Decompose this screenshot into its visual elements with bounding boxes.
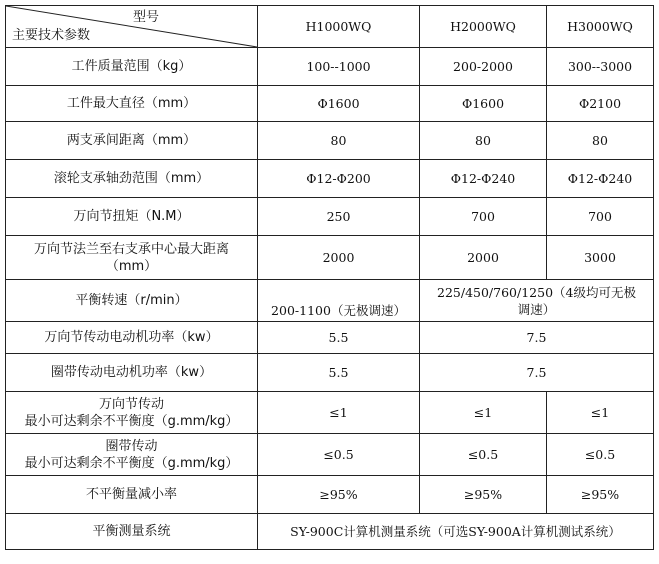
- row-ujoint-power: [6, 322, 654, 354]
- row-torque: [6, 198, 654, 236]
- cell-value-merged: 7.5: [420, 354, 654, 392]
- cell-value: Φ12-Φ240: [420, 160, 547, 198]
- cell-value: 200-2000: [420, 48, 547, 86]
- row-label: 平衡转速（r/min）: [6, 280, 258, 322]
- row-mass: [6, 48, 654, 86]
- row-support-distance: [6, 122, 654, 160]
- row-label: [6, 392, 258, 434]
- cell-value: ≥95%: [420, 476, 547, 514]
- cell-value: 2000: [420, 236, 547, 280]
- model-h2000wq: H2000WQ: [420, 6, 547, 48]
- row-label: [6, 434, 258, 476]
- row-label: 两支承间距离（mm）: [6, 122, 258, 160]
- row-reduction: [6, 476, 654, 514]
- cell-value: 700: [547, 198, 654, 236]
- cell-value: ≤1: [258, 392, 420, 434]
- cell-value: 2000: [258, 236, 420, 280]
- cell-value: 80: [258, 122, 420, 160]
- row-label-line2: 最小可达剩余不平衡度（g.mm/kg）: [24, 455, 239, 471]
- spec-table: [5, 5, 654, 550]
- corner-model-label: 型号: [132, 10, 159, 25]
- row-label-line1: 万向节法兰至右支承中心最大距离: [33, 241, 229, 257]
- row-label: 工件最大直径（mm）: [6, 86, 258, 122]
- cell-value: 100--1000: [258, 48, 420, 86]
- cell-value: 80: [547, 122, 654, 160]
- cell-value: 5.5: [258, 354, 420, 392]
- cell-value: ≤0.5: [258, 434, 420, 476]
- cell-value: 300--3000: [547, 48, 654, 86]
- model-h1000wq: H1000WQ: [258, 6, 420, 48]
- row-label: 万向节传动电动机功率（kw）: [6, 322, 258, 354]
- cell-value-line1: 225/450/760/1250（4级均可无极: [437, 284, 636, 300]
- row-belt-unbalance: [6, 434, 654, 476]
- row-diameter: [6, 86, 654, 122]
- model-h3000wq: H3000WQ: [547, 6, 654, 48]
- row-speed: [6, 280, 654, 322]
- cell-value: ≤1: [547, 392, 654, 434]
- cell-value: 700: [420, 198, 547, 236]
- cell-value: 5.5: [258, 322, 420, 354]
- corner-param-label: 主要技术参数: [12, 28, 91, 43]
- cell-value-line2: 调速）: [517, 301, 556, 317]
- cell-value-merged: 7.5: [420, 322, 654, 354]
- row-label: 万向节扭矩（N.M）: [6, 198, 258, 236]
- row-label: 工件质量范围（kg）: [6, 48, 258, 86]
- cell-value: Φ12-Φ240: [547, 160, 654, 198]
- row-label: 滚轮支承轴劲范围（mm）: [6, 160, 258, 198]
- header-row: [6, 6, 654, 48]
- row-label-line2: （mm）: [105, 258, 158, 274]
- cell-value: 80: [420, 122, 547, 160]
- corner-header-cell: [6, 6, 258, 48]
- cell-value-merged: [420, 280, 654, 322]
- row-ujoint-unbalance: [6, 392, 654, 434]
- row-system: [6, 514, 654, 550]
- cell-value: Φ2100: [547, 86, 654, 122]
- cell-value: Φ1600: [258, 86, 420, 122]
- cell-value: Φ12-Φ200: [258, 160, 420, 198]
- cell-value: ≤0.5: [547, 434, 654, 476]
- row-label-line2: 最小可达剩余不平衡度（g.mm/kg）: [24, 413, 239, 429]
- cell-value: ≥95%: [258, 476, 420, 514]
- row-label: 平衡测量系统: [6, 514, 258, 550]
- cell-value-merged: SY-900C计算机测量系统（可选SY-900A计算机测试系统）: [258, 514, 654, 550]
- cell-value: 3000: [547, 236, 654, 280]
- row-label: [6, 236, 258, 280]
- row-label: 圈带传动电动机功率（kw）: [6, 354, 258, 392]
- row-belt-power: [6, 354, 654, 392]
- row-label-line1: 圈带传动: [105, 438, 158, 454]
- cell-value: 200-1100（无极调速）: [258, 280, 420, 322]
- row-max-distance: [6, 236, 654, 280]
- row-label: 不平衡量减小率: [6, 476, 258, 514]
- cell-value: ≤0.5: [420, 434, 547, 476]
- cell-value: ≤1: [420, 392, 547, 434]
- row-label-line1: 万向节传动: [98, 396, 164, 412]
- cell-value: ≥95%: [547, 476, 654, 514]
- cell-value: 250: [258, 198, 420, 236]
- cell-value: Φ1600: [420, 86, 547, 122]
- row-roller-range: [6, 160, 654, 198]
